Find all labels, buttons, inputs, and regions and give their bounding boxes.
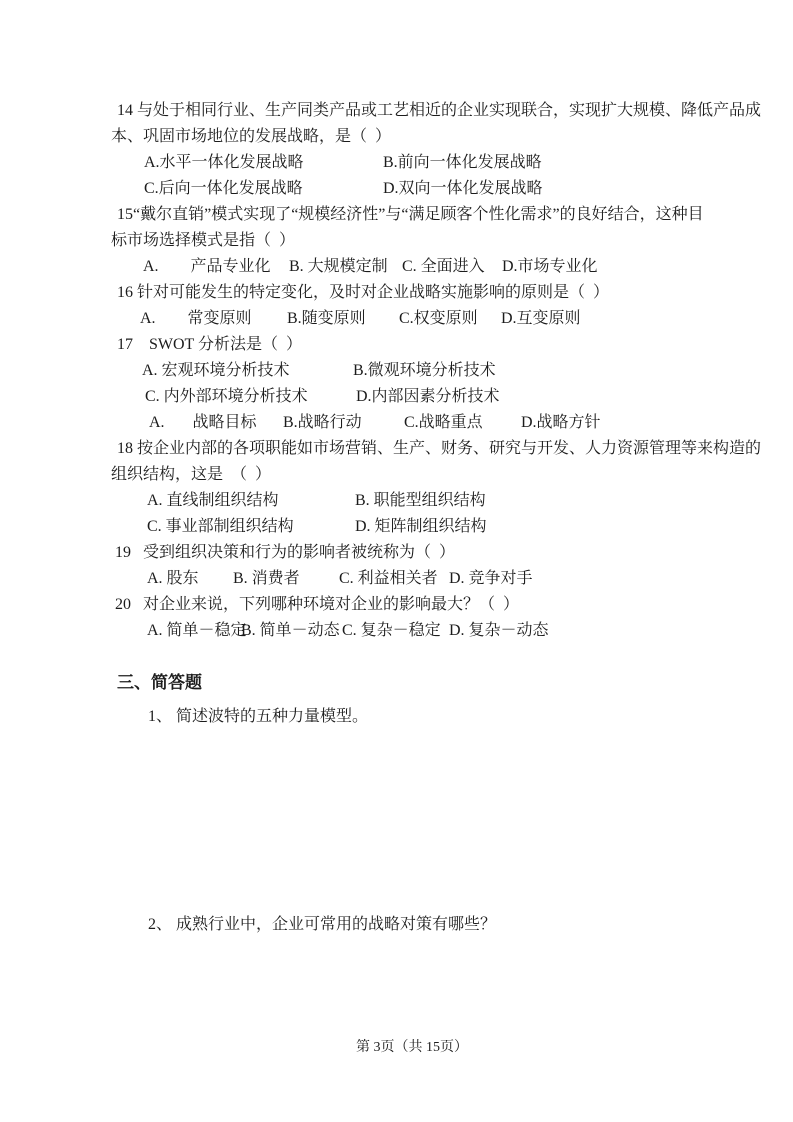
- question-16-option-a: A. 常变原则: [140, 310, 252, 327]
- orphan-option-b: B.战略行动: [283, 414, 362, 431]
- question-14-stem-line-2: 本、巩固市场地位的发展战略，是（ ）: [111, 128, 392, 145]
- question-17-option-a: A. 宏观环境分析技术: [142, 362, 290, 379]
- page-footer: 第 3页（共 15页）: [356, 1040, 468, 1055]
- question-15-stem-line-1: 15“戴尔直销”模式实现了“规模经济性”与“满足顾客个性化需求”的良好结合，这种目: [117, 206, 704, 223]
- question-19-option-a: A. 股东: [147, 570, 199, 587]
- question-18-option-c: C. 事业部制组织结构: [147, 518, 294, 535]
- question-18-options-row-1: [111, 488, 713, 514]
- question-14-option-d: D.双向一体化发展战略: [383, 180, 543, 197]
- question-19-option-d: D. 竞争对手: [449, 570, 533, 587]
- question-16-stem: 16 针对可能发生的特定变化，及时对企业战略实施影响的原则是（ ）: [117, 284, 610, 301]
- question-17-stem: 17 SWOT 分析法是（ ）: [117, 336, 303, 353]
- section-3-heading: 三、简答题: [117, 673, 202, 692]
- short-answer-item-1: 1、 简述波特的五种力量模型。: [148, 708, 369, 725]
- question-14-option-a: A.水平一体化发展战略: [144, 154, 304, 171]
- question-20-options-row: [111, 618, 713, 644]
- question-18-stem-line-2: 组织结构，这是 （ ）: [111, 466, 272, 483]
- question-20-option-a: A. 简单－稳定: [147, 622, 247, 639]
- question-17-option-d: D.内部因素分析技术: [356, 388, 500, 405]
- question-14-options-row-2: [111, 176, 713, 202]
- question-15-options-row: [111, 254, 713, 280]
- question-20-option-d: D. 复杂－动态: [449, 622, 549, 639]
- question-17-option-c: C. 内外部环境分析技术: [145, 388, 308, 405]
- question-15-option-a: A. 产品专业化: [143, 258, 271, 275]
- question-15-option-d: D.市场专业化: [502, 258, 598, 275]
- question-19-option-b: B. 消费者: [233, 570, 300, 587]
- short-answer-item-2: 2、 成熟行业中，企业可常用的战略对策有哪些？: [148, 916, 497, 933]
- orphan-options-row: [111, 410, 713, 436]
- question-15-stem-line-2: 标市场选择模式是指（ ）: [111, 232, 296, 249]
- question-14-option-b: B.前向一体化发展战略: [383, 154, 542, 171]
- exam-content: [111, 98, 762, 938]
- orphan-option-c: C.战略重点: [404, 414, 483, 431]
- question-20-option-c: C. 复杂－稳定: [342, 622, 441, 639]
- question-19-options-row: [111, 566, 713, 592]
- question-20-option-b: B. 简单－动态: [241, 622, 340, 639]
- question-16-option-d: D.互变原则: [501, 310, 581, 327]
- question-14-options-row-1: [111, 150, 713, 176]
- question-18-option-a: A. 直线制组织结构: [147, 492, 279, 509]
- question-14-option-c: C.后向一体化发展战略: [144, 180, 303, 197]
- question-14-stem-line-1: 14 与处于相同行业、生产同类产品或工艺相近的企业实现联合，实现扩大规模、降低产品成: [117, 102, 762, 119]
- question-17-options-row-2: [111, 384, 713, 410]
- question-19-stem: 19 受到组织决策和行为的影响者被统称为（ ）: [115, 544, 456, 561]
- orphan-option-a: A. 战略目标: [149, 414, 257, 431]
- question-18-option-b: B. 职能型组织结构: [355, 492, 486, 509]
- orphan-option-d: D.战略方针: [521, 414, 601, 431]
- question-18-option-d: D. 矩阵制组织结构: [355, 518, 487, 535]
- question-18-options-row-2: [111, 514, 713, 540]
- question-19-option-c: C. 利益相关者: [339, 570, 438, 587]
- question-16-option-c: C.权变原则: [399, 310, 478, 327]
- question-16-options-row: [111, 306, 713, 332]
- question-15-option-b: B. 大规模定制: [289, 258, 388, 275]
- question-17-option-b: B.微观环境分析技术: [353, 362, 496, 379]
- question-17-options-row-1: [111, 358, 713, 384]
- question-16-option-b: B.随变原则: [287, 310, 366, 327]
- question-18-stem-line-1: 18 按企业内部的各项职能如市场营销、生产、财务、研究与开发、人力资源管理等来构造的: [117, 440, 762, 457]
- question-15-option-c: C. 全面进入: [402, 258, 485, 275]
- question-20-stem: 20 对企业来说，下列哪种环境对企业的影响最大？（ ）: [115, 596, 520, 613]
